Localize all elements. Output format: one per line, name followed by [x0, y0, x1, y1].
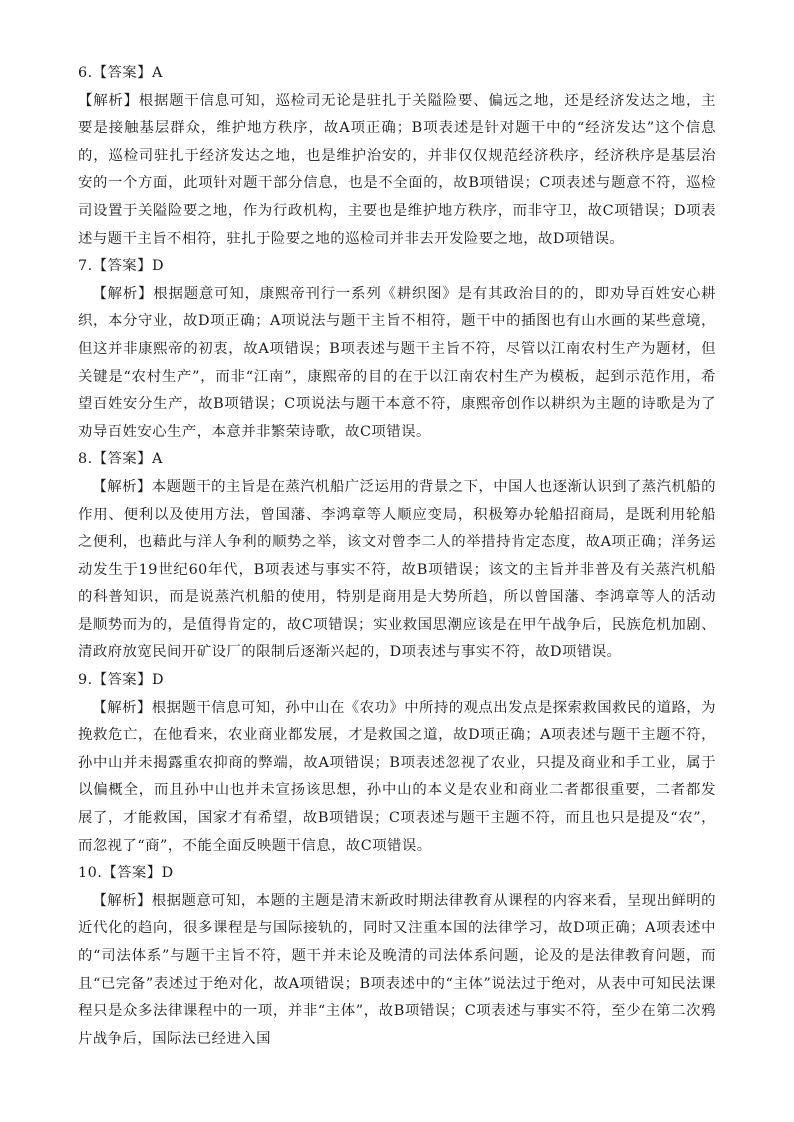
analysis-paragraph: 【解析】根据题干信息可知，巡检司无论是驻扎于关隘险要、偏远之地，还是经济发达之地，主要是接触基层群众，维护地方秩序，故A项正确；B项表述是针对题干中的“经济发达”这个信息的，巡检司驻扎于经济发达之地，也是维护治安的，并非仅仅规范经济秩序，经济秩序是基层治安的一个方面，此项针对题干部分信息，也是不全面的，故B项错误；C项表述与题意不符，巡检司设置于关隘险要之地，作为行政机构，主要也是维护地方秩序，而非守卫，故C项错误；D项表述与题干主旨不相符，驻扎于险要之地的巡检司并非去开发险要之地，故D项错误。 [78, 92, 716, 247]
answer-header: 9.【答案】D [78, 672, 164, 689]
question-block-8 [78, 446, 716, 667]
analysis-paragraph: 【解析】根据题意可知，本题的主题是清末新政时期法律教育从课程的内容来看，呈现出鲜明的近代化的趋向，很多课程是与国际接轨的，同时又注重本国的法律学习，故D项正确；A项表述中的“司法体系”与题干主旨不符，题干并未论及晚清的司法体系问题，论及的是法律教育问题，而且“已完备”表述过于绝对化，故A项错误；B项表述中的“主体”说法过于绝对，从表中可知民法课程只是众多法律课程中的一项，并非“主体”，故B项错误；C项表述与事实不符，至少在第二次鸦片战争后，国际法已经进入国 [78, 892, 716, 1047]
analysis-paragraph: 【解析】本题题干的主旨是在蒸汽机船广泛运用的背景之下，中国人也逐渐认识到了蒸汽机船的作用、便利以及使用方法，曾国藩、李鸿章等人顺应变局，积极筹办轮船招商局，是既利用轮船之便利，也藉此与洋人争利的顺势之举，该文对曾李二人的举措持肯定态度，故A项正确；洋务运动发生于19世纪60年代，B项表述与事实不符，故B项错误；该文的主旨并非普及有关蒸汽机船的科普知识，而是说蒸汽机船的使用，特别是商用是大势所趋，所以曾国藩、李鸿章等人的活动是顺势而为的，是值得肯定的，故C项错误；实业救国思潮应该是在甲午战争后，民族危机加剧、清政府放宽民间开矿设厂的限制后逐渐兴起的，D项表述与事实不符，故D项错误。 [78, 478, 716, 661]
answer-header: 10.【答案】D [78, 865, 174, 882]
answer-page [78, 60, 716, 1053]
answer-header: 7.【答案】D [78, 258, 164, 275]
answer-header: 8.【答案】A [78, 451, 163, 468]
analysis-paragraph: 【解析】根据题意可知，康熙帝刊行一系列《耕织图》是有其政治目的的，即劝导百姓安心耕织，本分守业，故D项正确；A项说法与题干主旨不相符，题干中的插图也有山水画的某些意境，但这并非康熙帝的初衷，故A项错误；B项表述与题干主旨不符，尽管以江南农村生产为题材，但关键是“农村生产”，而非“江南”，康熙帝的目的在于以江南农村生产为模板，起到示范作用，希望百姓安分生产，故B项错误；C项说法与题干本意不符，康熙帝创作以耕织为主题的诗歌是为了劝导百姓安心生产，本意并非繁荣诗歌，故C项错误。 [78, 285, 716, 440]
question-block-9 [78, 667, 716, 860]
question-block-10 [78, 860, 716, 1053]
analysis-paragraph: 【解析】根据题干信息可知，孙中山在《农功》中所持的观点出发点是探索救国救民的道路，为挽救危亡，在他看来，农业商业都发展，才是救国之道，故D项正确；A项表述与题干主题不符，孙中山并未揭露重农抑商的弊端，故A项错误；B项表述忽视了农业，只提及商业和手工业，属于以偏概全，而且孙中山也并未宣扬该思想，孙中山的本义是农业和商业二者都很重要，二者都发展了，才能救国，国家才有希望，故B项错误；C项表述与题干主题不符，而且也只是提及“农”，而忽视了“商”，不能全面反映题干信息，故C项错误。 [78, 699, 716, 854]
question-block-7 [78, 253, 716, 446]
answer-header: 6.【答案】A [78, 65, 163, 81]
question-block-6 [78, 60, 716, 253]
